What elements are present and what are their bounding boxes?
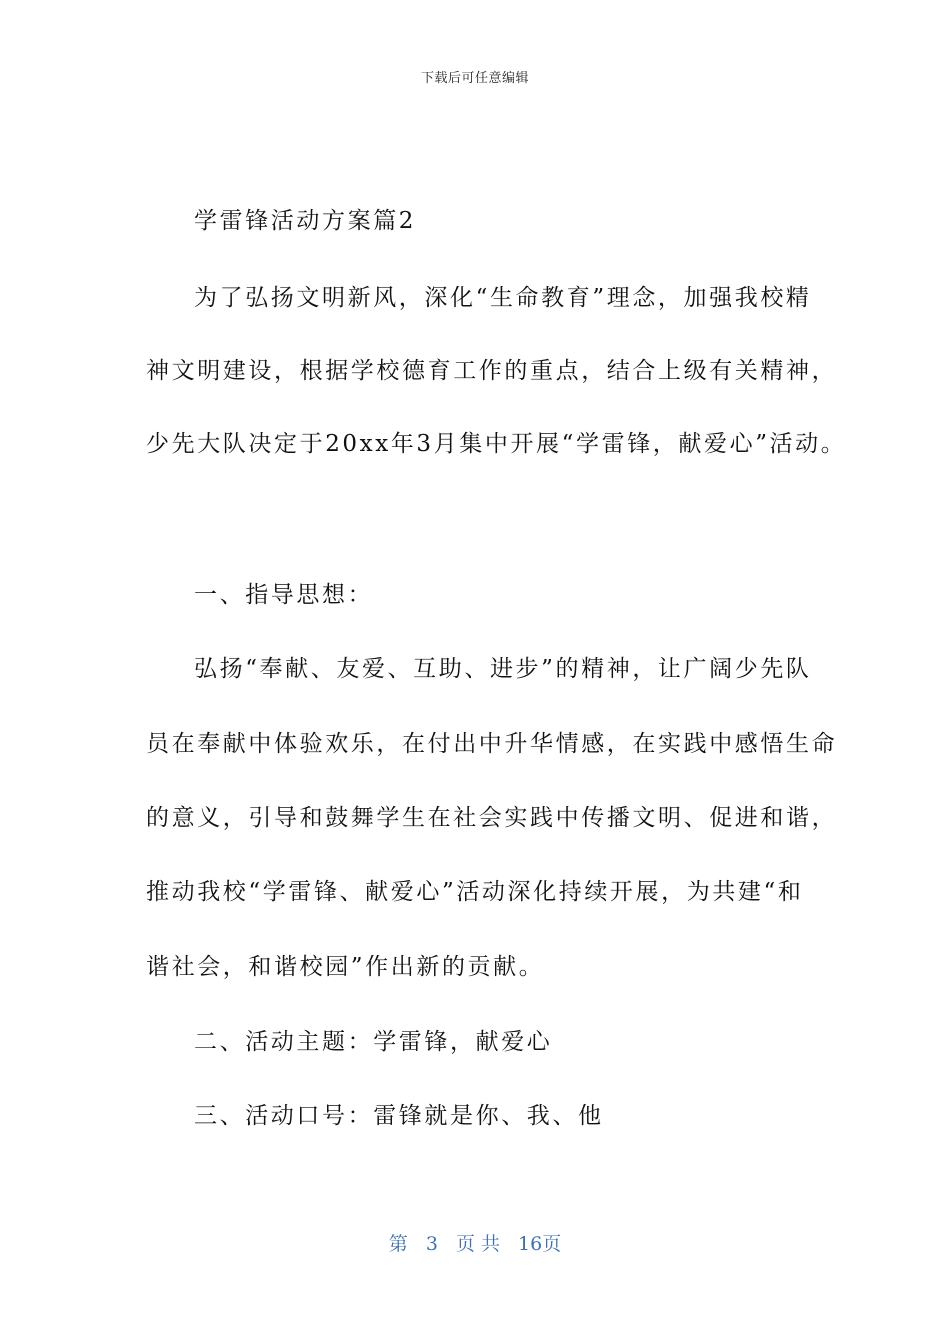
document-title: 学雷锋活动方案篇2 <box>194 208 417 234</box>
section1-line-1: 弘扬“奉献、友爱、互助、进步”的精神，让广阔少先队 <box>194 656 812 682</box>
intro-line-1: 为了弘扬文明新风，深化“生命教育”理念，加强我校精 <box>194 285 812 311</box>
footer-current-page: 3 <box>425 1233 438 1255</box>
intro-line-3: 少先大队决定于20xx年3月集中开展“学雷锋，献爱心”活动。 <box>146 431 847 457</box>
footer-total-pages: 16页 <box>518 1233 562 1255</box>
intro-line-2: 神文明建设，根据学校德育工作的重点，结合上级有关精神， <box>146 358 838 384</box>
section1-heading: 一、指导思想： <box>194 582 374 608</box>
section1-line-5: 谐社会，和谐校园”作出新的贡献。 <box>146 954 545 980</box>
section1-line-3: 的意义，引导和鼓舞学生在社会实践中传播文明、促进和谐， <box>146 805 838 831</box>
section2-line: 二、活动主题：学雷锋，献爱心 <box>194 1029 553 1055</box>
section3-line: 三、活动口号：雷锋就是你、我、他 <box>194 1103 604 1129</box>
section1-line-4: 推动我校“学雷锋、献爱心”活动深化持续开展，为共建“和 <box>146 879 804 905</box>
page-footer <box>0 1229 950 1256</box>
section1-line-2: 员在奉献中体验欢乐，在付出中升华情感，在实践中感悟生命 <box>146 731 838 757</box>
footer-prefix: 第 <box>388 1233 408 1255</box>
page-header: 下载后可任意编辑 <box>420 71 529 86</box>
footer-middle: 页 共 <box>455 1233 500 1255</box>
